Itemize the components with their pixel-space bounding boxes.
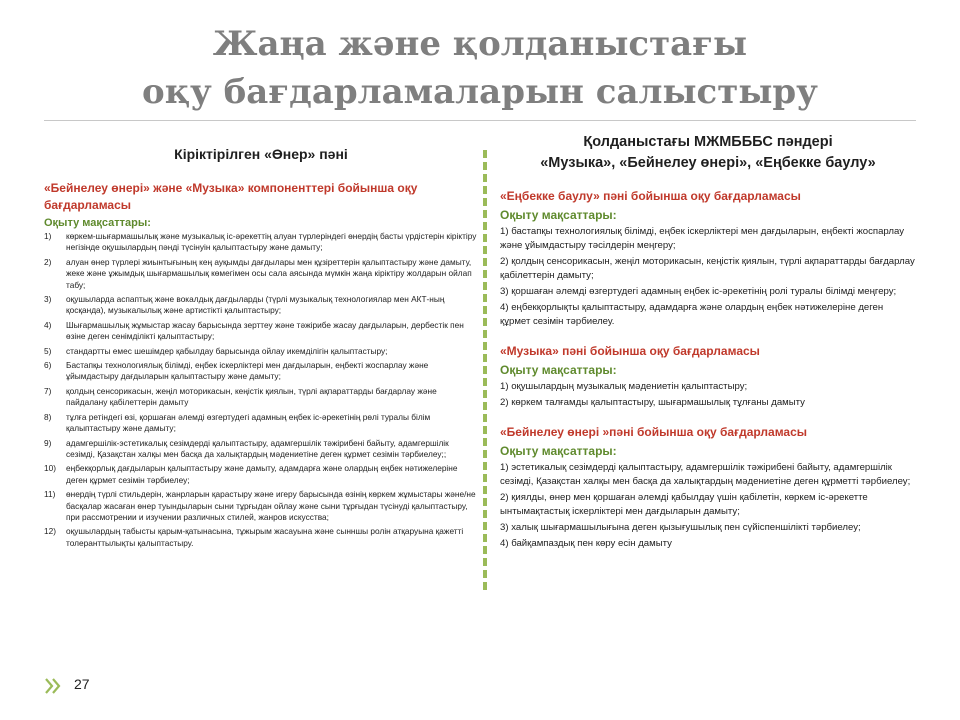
right-program-title: «Музыка» пәні бойынша оқу бағдарламасы	[500, 344, 760, 358]
left-goal-item	[44, 231, 478, 254]
left-goal-number: 11)	[44, 489, 56, 500]
left-goal-number: 4)	[44, 319, 52, 330]
right-goal-item: 3) халық шығармашылығына деген қызығушылық пен сүйіспеншілікті тәрбиелеу;	[500, 522, 861, 533]
right-sections	[500, 188, 916, 551]
right-column	[500, 132, 916, 565]
left-goal-item	[44, 438, 478, 461]
slide-title-line1: Жаңа және қолданыстағы	[212, 24, 748, 64]
left-goal-number: 12)	[44, 526, 56, 537]
right-goal-item: 1) оқушылардың музыкалық мәдениетін қалыптастыру;	[500, 381, 748, 392]
right-heading	[500, 132, 916, 174]
right-goal-item: 4) байқампаздық пен көру есін дамыту	[500, 538, 672, 549]
slide-title	[60, 20, 900, 116]
right-goal-item: 2) көркем талғамды қалыптастыру, шығармашылық тұлғаны дамыту	[500, 397, 805, 408]
left-goal-text: өнердің түрлі стильдерін, жанрларын қарастыру және игеру барысында өзінің көркем жұмыстары және/не басқалар жасаған өнер туындыларын сыни тұрғыдан ойлау және сыни тұрғыдан түсінуді қалыптастыру, при рассмотрении и изучении различных стилей, жанров искусства;	[66, 489, 476, 522]
left-goal-item	[44, 346, 478, 357]
left-goal-item	[44, 526, 478, 549]
left-goal-item	[44, 463, 478, 486]
left-goal-item	[44, 320, 478, 343]
left-goal-number: 9)	[44, 437, 52, 448]
left-goal-item	[44, 386, 478, 409]
right-goals-label: Оқыту мақсаттары:	[500, 208, 617, 222]
left-column	[44, 138, 478, 552]
right-goal-item: 2) қолдың сенсорикасын, жеңіл моторикасын, кеңістік қиялын, түрлі ақпараттарды бағдарлау қабілеттерін дамыту;	[500, 256, 915, 281]
right-goal-item: 2) қиялды, өнер мен қоршаған әлемді қабылдау үшін қабілетін, көркем іс-әрекетте ынтымақтастық іскерліктері мен дағдыларын дамыту;	[500, 492, 868, 517]
left-goal-text: Шығармашылық жұмыстар жасау барысында зерттеу және тәжірибе жасау дағдыларын, дербестік пен өзіне деген сенімділікті қалыптастыру;	[66, 319, 464, 342]
left-goal-number: 3)	[44, 294, 52, 305]
left-goal-number: 5)	[44, 345, 52, 356]
double-chevron-right-icon	[44, 676, 62, 696]
right-heading-line2: «Музыка», «Бейнелеу өнері», «Еңбекке баулу»	[540, 155, 876, 171]
right-goals-list	[500, 225, 916, 329]
title-divider	[44, 120, 916, 121]
right-goals-list	[500, 461, 916, 551]
right-goals-label: Оқыту мақсаттары:	[500, 363, 617, 377]
left-goal-text: стандартты емес шешімдер қабылдау барысында ойлау икемділігін қалыптастыру;	[66, 345, 388, 356]
left-goal-number: 6)	[44, 360, 52, 371]
left-goal-text: оқушыларда аспаптық және вокалдық дағдыларды (түрлі музыкалық технологиялар мен АКТ-ның қосқанда), музыкалылық және артистікті қалыптастыру;	[66, 294, 445, 316]
left-goal-text: оқушылардың табысты қарым-қатынасына, тұжырым жасауына және сынншы ролін атқаруына қажетті толеранттылықты қалыптастыру.	[66, 526, 464, 548]
page-number: 27	[74, 676, 90, 692]
column-divider	[483, 150, 487, 590]
left-goal-text: көркем-шығармашылық және музыкалық іс-әрекеттің алуан түрлеріндегі өнердің басты үрдістерін кіріктіру негізінде оқушылардың пәнді түсінуін қалыптастыру және дамыту;	[66, 231, 477, 253]
right-goals-label: Оқыту мақсаттары:	[500, 444, 617, 458]
left-goal-text: қолдың сенсорикасын, жеңіл моторикасын, кеңістік қиялын, түрлі ақпараттарды бағдарлау және пайдалану қабілеттерін дамыту	[66, 385, 437, 408]
left-goal-text: алуан өнер түрлері жиынтығының кең ауқымды дағдылары мен құзіреттерін қалыптастыру және дамыту, жеке және ұжымдық шығармашылық көмегімен осы сала аясында мүмкін жаңа кіріктіру жолдарын ойлап табу;	[66, 256, 472, 290]
left-goal-item	[44, 360, 478, 383]
slide-title-line2: оқу бағдарламаларын салыстыру	[142, 72, 818, 112]
left-goal-item	[44, 412, 478, 435]
left-goal-number: 2)	[44, 256, 52, 267]
left-goal-item	[44, 294, 478, 317]
left-heading: Кіріктірілген «Өнер» пәні	[174, 146, 348, 162]
left-goal-item	[44, 489, 478, 523]
left-goal-text: Бастапқы технологиялық білімді, еңбек іскерліктері мен дағдыларын, еңбекті жоспарлау және ұйымдастыру дағдыларын қалыптастыру және дамыту;	[66, 360, 429, 382]
right-goals-list	[500, 380, 916, 410]
right-program-section	[500, 343, 916, 410]
left-goal-text: тұлға ретіндегі өзі, қоршаған әлемді өзгертудегі адамның еңбек іс-әрекетінің рөлі туралы білім қалыптастыру және дамыту;	[66, 411, 431, 434]
right-goal-item: 1) эстетикалық сезімдерді қалыптастыру, адамгершілік тәжірибені байыту, адамгершілік сезімді, Қазақстан халқы мен басқа да халықтардың мәдениетіне деген құрметті тәрбиелеу;	[500, 462, 911, 487]
left-goal-number: 1)	[44, 231, 52, 241]
left-goals-list	[44, 231, 478, 549]
left-goal-number: 7)	[44, 385, 52, 396]
left-goal-number: 10)	[44, 463, 56, 474]
left-goals-label: Оқыту мақсаттары:	[44, 217, 151, 229]
right-heading-line1: Қолданыстағы МЖМБББС пәндері	[583, 134, 833, 150]
right-program-section	[500, 188, 916, 329]
left-goal-text: адамгершілік-эстетикалық сезімдерді қалыптастыру, адамгершілік тәжірибені байыту, адамгершілік сезімді, Қазақстан халқы мен басқа да халықтардың мәдениетіне деген құрмет сезімін тәрбиелеу;;	[66, 437, 449, 459]
left-goal-number: 8)	[44, 411, 52, 422]
left-goal-item	[44, 257, 478, 291]
right-goal-item: 4) еңбекқорлықты қалыптастыру, адамдарға және олардың еңбек нәтижелеріне деген құрмет сезімін тәрбиелеу.	[500, 302, 884, 327]
right-program-title: «Бейнелеу өнері »пәні бойынша оқу бағдарламасы	[500, 425, 808, 439]
right-program-section	[500, 424, 916, 551]
right-program-title: «Еңбекке баулу» пәні бойынша оқу бағдарламасы	[500, 189, 801, 203]
left-goal-text: еңбекқорлық дағдыларын қалыптастыру және дамыту, адамдарға және олардың еңбек нәтижелеріне деген құрмет сезімін тәрбиелеу;	[66, 463, 458, 485]
left-program-title: «Бейнелеу өнері» және «Музыка» компоненттері бойынша оқу бағдарламасы	[44, 181, 418, 212]
right-goal-item: 1) бастапқы технологиялық білімді, еңбек іскерліктері мен дағдыларын, еңбекті жоспарлау және ұйымдастыру тәсілдерін меңгеру;	[500, 226, 905, 251]
right-goal-item: 3) қоршаған әлемді өзгертудегі адамның еңбек іс-әрекетінің ролі туралы білімді меңгеру;	[500, 286, 897, 297]
